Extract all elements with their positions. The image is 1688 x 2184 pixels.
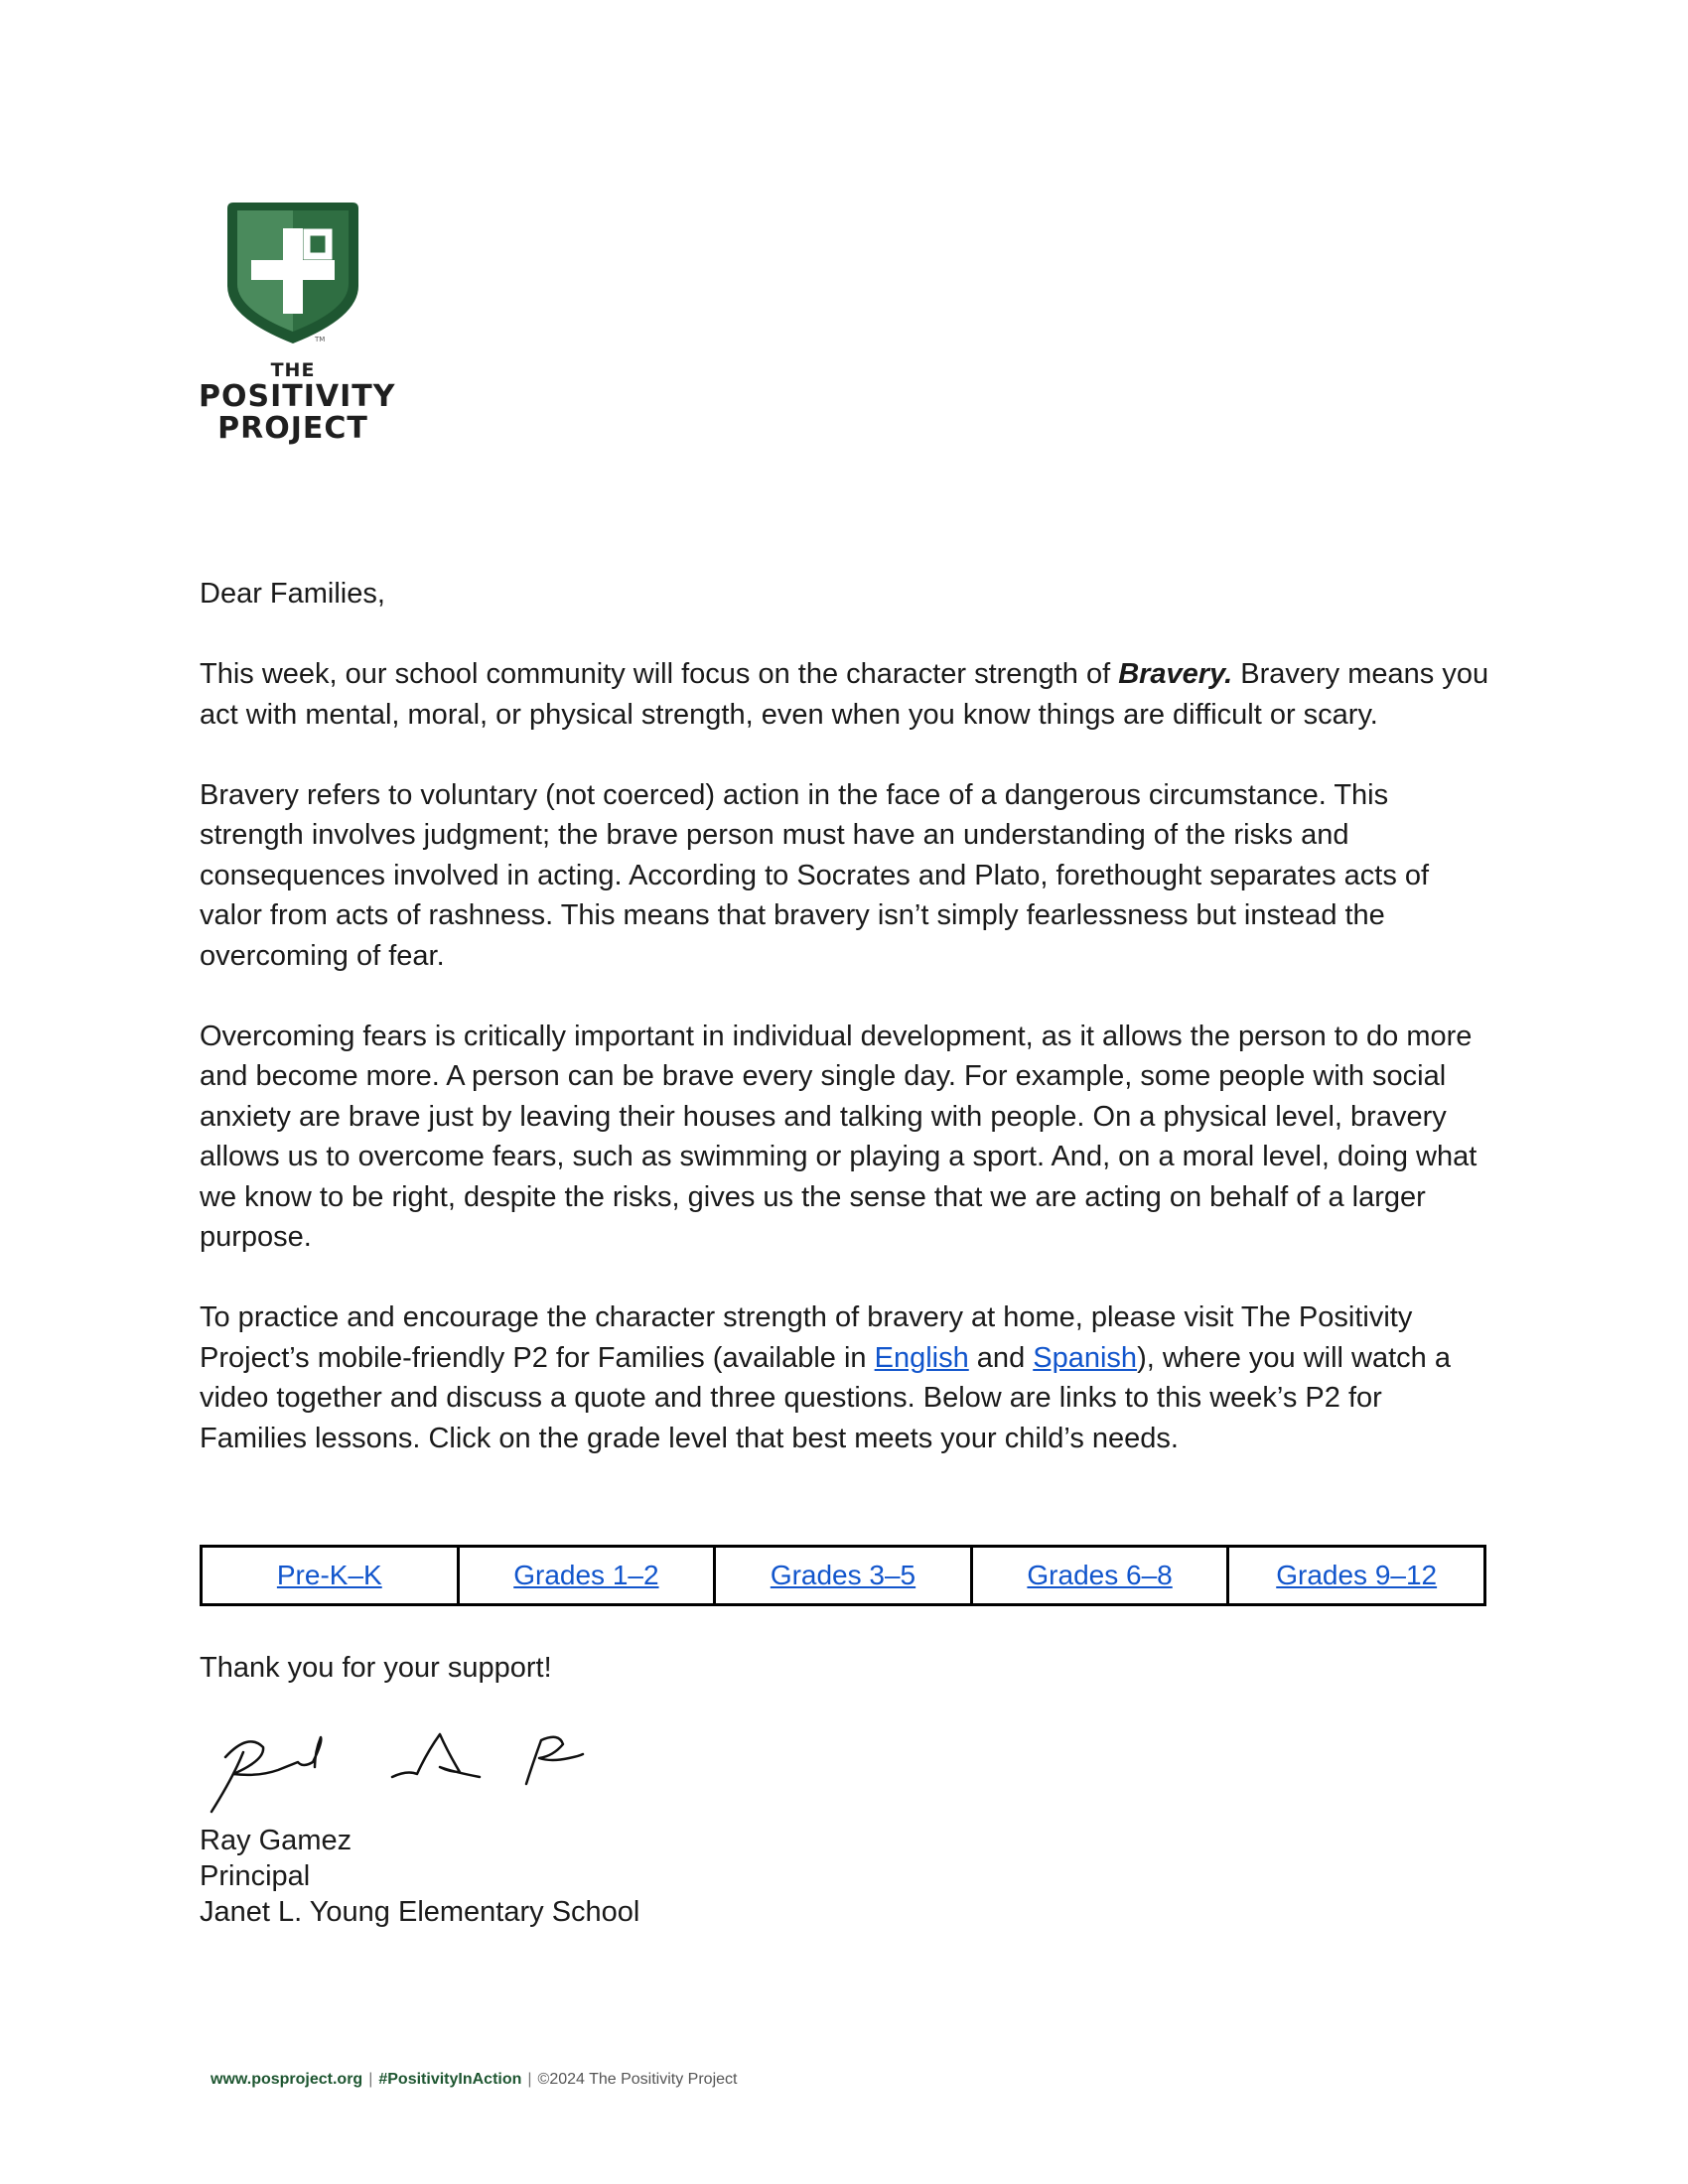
intro-definition: Bravery means you act with mental, moral, or physical strength, even when you know things are difficult or scary. bbox=[200, 658, 1489, 731]
logo-text-project: PROJECT bbox=[217, 411, 368, 446]
letter-body bbox=[200, 574, 1490, 1499]
footer bbox=[211, 2071, 737, 2089]
svg-text:TM: TM bbox=[315, 336, 326, 343]
grade-link-prek-k[interactable]: Pre-K–K bbox=[276, 1560, 382, 1590]
english-link[interactable]: English bbox=[874, 1341, 969, 1374]
footer-website[interactable]: www.posproject.org bbox=[211, 2071, 363, 2088]
signatory-title: Principal bbox=[200, 1860, 311, 1892]
footer-separator: | bbox=[527, 2071, 532, 2088]
logo-text-the: THE bbox=[270, 359, 316, 381]
paragraph-practice bbox=[200, 1297, 1490, 1458]
shield-plus-icon bbox=[223, 199, 362, 347]
logo-text-positivity: POSITIVITY bbox=[199, 379, 396, 414]
grade-cell bbox=[715, 1547, 972, 1605]
grade-links-table bbox=[200, 1545, 1486, 1606]
paragraph-explanation: Bravery refers to voluntary (not coerced) action in the face of a dangerous circumstance. This strength involves judgment; the brave person must have an understanding of the risks and consequences involved in acting. According to Socrates and Plato, forethought separates acts of valor from acts of rashness. This means that bravery isn’t simply fearlessness but instead the overcoming of fear. bbox=[200, 778, 1430, 972]
and-text: and bbox=[968, 1341, 1034, 1374]
intro-text: This week, our school community will focus on the character strength of bbox=[200, 658, 1119, 690]
spanish-link[interactable]: Spanish bbox=[1033, 1341, 1138, 1374]
footer-copyright: ©2024 The Positivity Project bbox=[537, 2071, 738, 2088]
grade-link-1-2[interactable]: Grades 1–2 bbox=[513, 1560, 659, 1590]
grade-link-9-12[interactable]: Grades 9–12 bbox=[1276, 1560, 1438, 1590]
grade-link-3-5[interactable]: Grades 3–5 bbox=[770, 1560, 916, 1590]
grade-cell bbox=[1228, 1547, 1485, 1605]
closing-line: Thank you for your support! bbox=[200, 1652, 552, 1684]
paragraph-development: Overcoming fears is critically important in individual development, as it allows the person to do more and become more. A person can be brave every single day. For example, some people with social anxiety are brave just by leaving their houses and talking with people. On a physical level, bravery allows us to overcome fears, such as swimming or playing a sport. And, on a moral level, doing what we know to be right, despite the risks, gives us the sense that we are acting on behalf of a larger purpose. bbox=[200, 1020, 1477, 1253]
paragraph-intro bbox=[200, 654, 1490, 735]
signatory-name: Ray Gamez bbox=[200, 1825, 352, 1856]
signature-block bbox=[200, 1823, 639, 1930]
signature-image bbox=[204, 1722, 601, 1822]
footer-separator: | bbox=[368, 2071, 373, 2088]
grade-link-6-8[interactable]: Grades 6–8 bbox=[1027, 1560, 1173, 1590]
greeting: Dear Families, bbox=[200, 578, 385, 610]
practice-text: To practice and encourage the character strength of bravery at home, please visit The Positivity Project’s mobile-friendly P2 for Families (available in bbox=[200, 1301, 1413, 1374]
table-row bbox=[202, 1547, 1485, 1605]
practice-text-end: ), where you will watch a video together and discuss a quote and three questions. Below are links to this week’s P2 for Families lessons. Click on the grade level that best meets your child’s needs. bbox=[200, 1341, 1451, 1454]
positivity-project-logo bbox=[199, 199, 396, 446]
grade-cell bbox=[458, 1547, 715, 1605]
footer-hashtag: #PositivityInAction bbox=[378, 2071, 522, 2088]
grade-cell bbox=[202, 1547, 459, 1605]
signatory-school: Janet L. Young Elementary School bbox=[200, 1896, 640, 1928]
grade-cell bbox=[971, 1547, 1228, 1605]
strength-name: Bravery. bbox=[1118, 658, 1233, 690]
